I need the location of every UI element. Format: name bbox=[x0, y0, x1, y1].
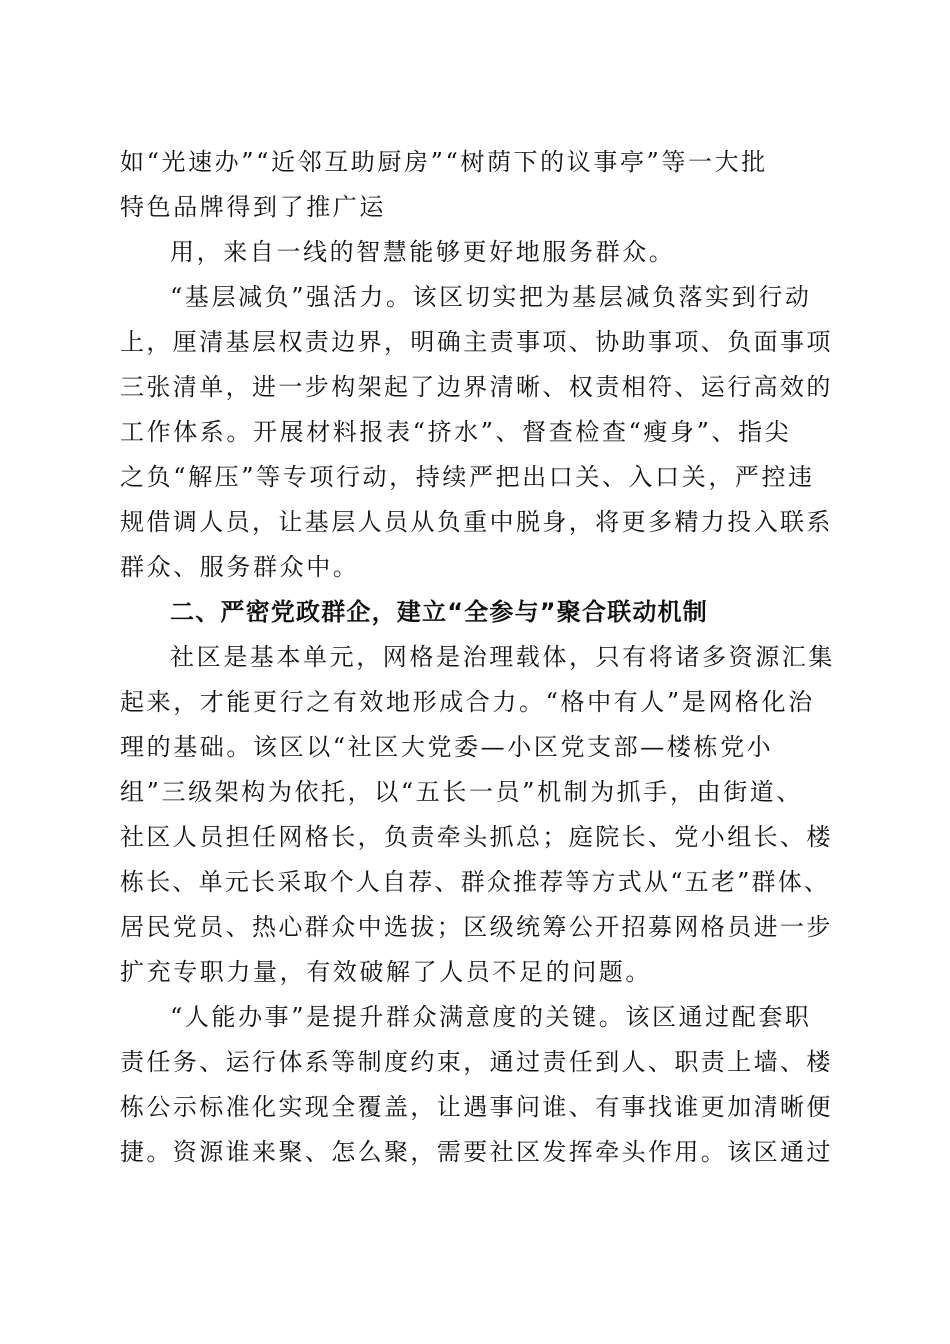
paragraph-line: 社区是基本单元，网格是治理载体，只有将诸多资源汇集 bbox=[170, 643, 835, 671]
paragraph-line: 规借调人员，让基层人员从负重中脱身，将更多精力投入联系 bbox=[120, 508, 833, 536]
paragraph-line: 特色品牌得到了推广运 bbox=[120, 193, 386, 221]
paragraph-line: 社区人员担任网格长，负责牵头抓总；庭院长、党小组长、楼 bbox=[120, 823, 833, 851]
paragraph-line: 组”三级架构为依托，以“五长一员”机制为抓手，由街道、 bbox=[120, 778, 804, 806]
paragraph-line: 如“光速办”“近邻互助厨房”“树荫下的议事亭”等一大批 bbox=[120, 148, 768, 176]
paragraph-line: 栋长、单元长采取个人自荐、群众推荐等方式从“五老”群体、 bbox=[120, 868, 831, 896]
paragraph-line: “人能办事”是提升群众满意度的关键。该区通过配套职 bbox=[170, 1003, 812, 1031]
paragraph-line: 用，来自一线的智慧能够更好地服务群众。 bbox=[170, 238, 676, 266]
paragraph-line: “基层减负”强活力。该区切实把为基层减负落实到行动 bbox=[170, 283, 812, 311]
paragraph-line: 之负“解压”等专项行动，持续严把出口关、入口关，严控违 bbox=[120, 463, 815, 491]
paragraph-line: 扩充专职力量，有效破解了人员不足的问题。 bbox=[120, 958, 652, 986]
paragraph-line: 居民党员、热心群众中选拔；区级统筹公开招募网格员进一步 bbox=[120, 913, 833, 941]
paragraph-line: 工作体系。开展材料报表“挤水”、督查检查“瘦身”、指尖 bbox=[120, 418, 792, 446]
paragraph-line: 上，厘清基层权责边界，明确主责事项、协助事项、负面事项 bbox=[120, 328, 833, 356]
section-heading: 二、严密党政群企，建立“全参与”聚合联动机制 bbox=[170, 598, 708, 626]
paragraph-line: 责任务、运行体系等制度约束，通过责任到人、职责上墙、楼 bbox=[120, 1048, 833, 1076]
paragraph-line: 群众、服务群众中。 bbox=[120, 553, 360, 581]
paragraph-line: 栋公示标准化实现全覆盖，让遇事问谁、有事找谁更加清晰便 bbox=[120, 1093, 833, 1121]
paragraph-line: 理的基础。该区以“社区大党委—小区党支部—楼栋党小 bbox=[120, 733, 774, 761]
paragraph-line: 三张清单，进一步构架起了边界清晰、权责相符、运行高效的 bbox=[120, 373, 833, 401]
paragraph-line: 捷。资源谁来聚、怎么聚，需要社区发挥牵头作用。该区通过 bbox=[120, 1138, 833, 1166]
paragraph-line: 起来，才能更行之有效地形成合力。“格中有人”是网格化治 bbox=[120, 688, 815, 716]
